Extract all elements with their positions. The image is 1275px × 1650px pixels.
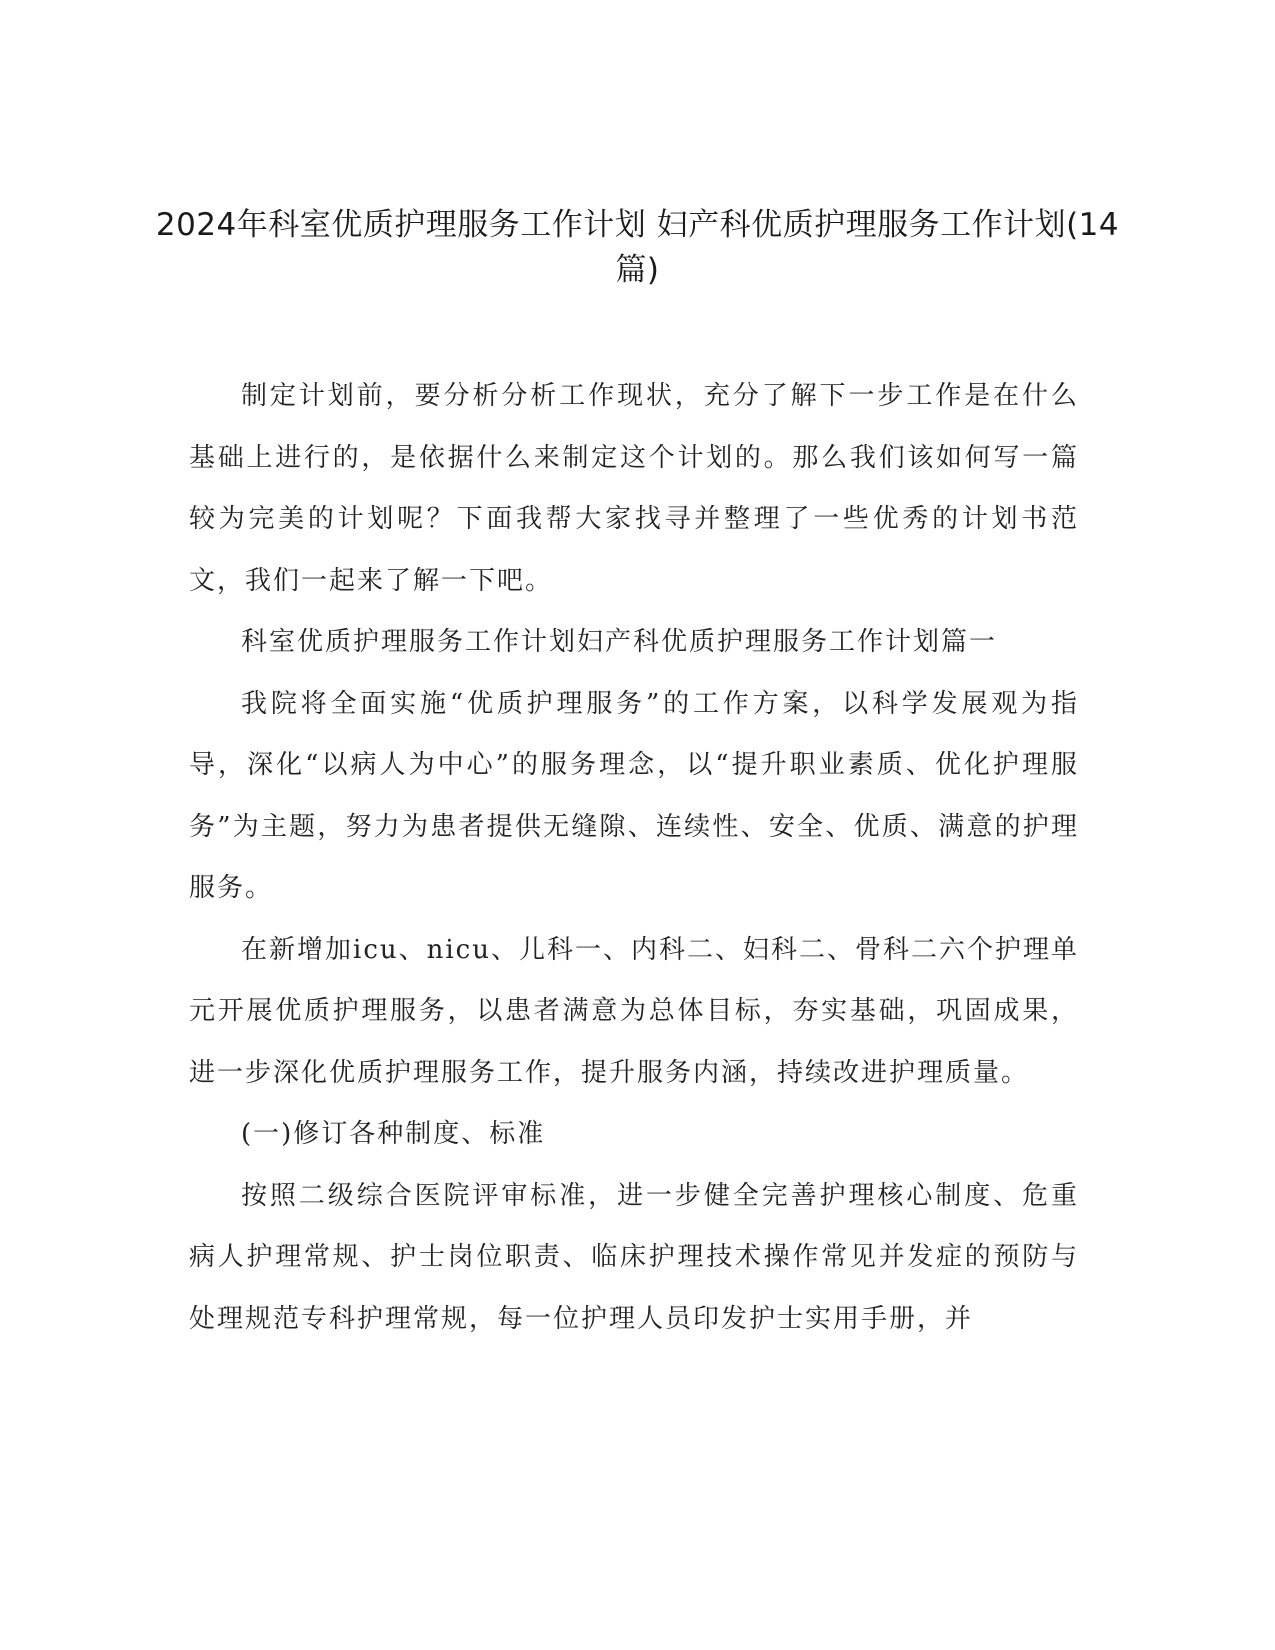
document-body xyxy=(189,366,1079,1350)
document-title: 2024年科室优质护理服务工作计划 妇产科优质护理服务工作计划(14篇) xyxy=(155,207,1120,288)
paragraph-subheading-1: (一)修订各种制度、标准 xyxy=(241,1119,546,1149)
paragraph-section-heading: 科室优质护理服务工作计划妇产科优质护理服务工作计划篇一 xyxy=(241,627,998,657)
paragraph-standards: 按照二级综合医院评审标准，进一步健全完善护理核心制度、危重病人护理常规、护士岗位职责、临床护理技术操作常见并发症的预防与处理规范专科护理常规，每一位护理人员印发护士实用手册，并 xyxy=(189,1180,1079,1334)
paragraph-intro: 制定计划前，要分析分析工作现状，充分了解下一步工作是在什么基础上进行的，是依据什么来制定这个计划的。那么我们该如何写一篇较为完美的计划呢？下面我帮大家找寻并整理了一些优秀的计划书范文，我们一起来了解一下吧。 xyxy=(189,381,1079,596)
paragraph-new-units: 在新增加icu、nicu、儿科一、内科二、妇科二、骨科二六个护理单元开展优质护理服务，以患者满意为总体目标，夯实基础，巩固成果，进一步深化优质护理服务工作，提升服务内涵，持续改进护理质量。 xyxy=(189,934,1079,1088)
paragraph-plan-overview: 我院将全面实施“优质护理服务”的工作方案，以科学发展观为指导，深化“以病人为中心”的服务理念，以“提升职业素质、优化护理服务”为主题，努力为患者提供无缝隙、连续性、安全、优质、满意的护理服务。 xyxy=(189,688,1079,903)
